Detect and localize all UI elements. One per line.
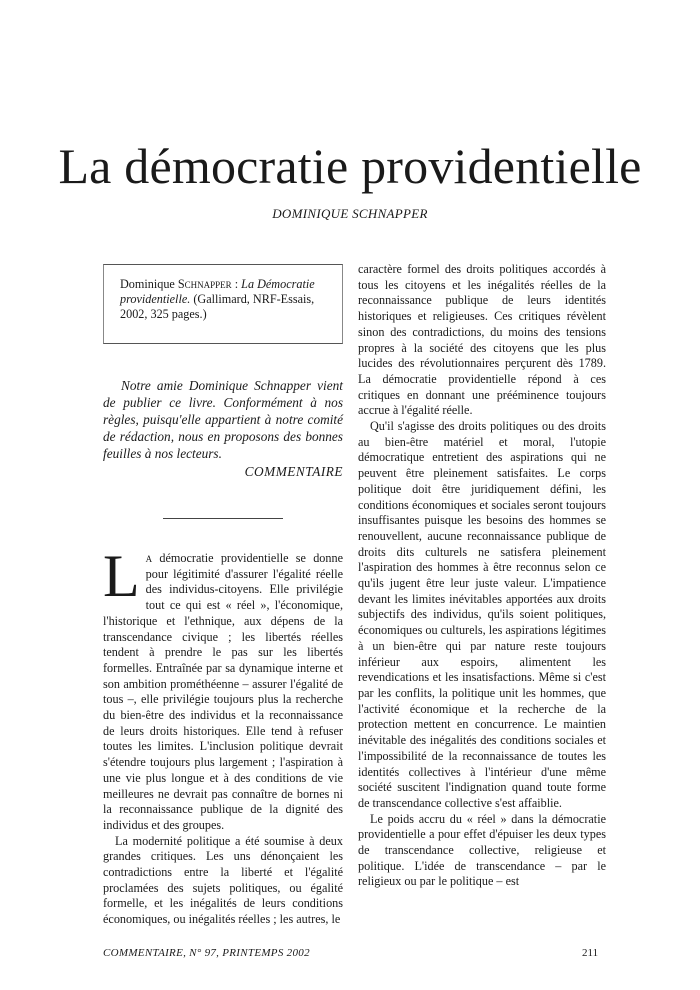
article-body-left: [103, 543, 343, 928]
reference-separator: :: [231, 277, 242, 291]
reference-author-first: Dominique: [120, 277, 178, 291]
lead-smallcaps: a: [145, 551, 153, 565]
right-column: [358, 262, 606, 890]
article-body-right: [358, 262, 606, 890]
left-column: [103, 262, 343, 928]
page-number: 211: [582, 947, 599, 959]
editorial-signature: COMMENTAIRE: [244, 464, 343, 479]
reference-details: (Gallimard, NRF-Essais, 2002, 325 pages.): [120, 292, 315, 321]
article-title: La démocratie providentielle: [58, 138, 642, 194]
editorial-note: Notre amie Dominique Schnapper vient de publier ce livre. Conformément à nos règles, puisqu'elle appartient à notre comité de rédaction, nous en proposons des bonnes feuilles à nos lecteurs.: [103, 378, 343, 461]
article-paragraph: La modernité politique a été soumise à deux grandes critiques. Les uns dénonçaient les contradictions entre la liberté et l'égalité proclamées des sujets politiques, ou égalité formelle, et les inégalités de leurs conditions économiques, ou inégalités réelles ; les autres, le: [103, 833, 343, 927]
paragraph-1-text: démocratie providentielle se donne pour légitimité d'assurer l'égalité réelle des individus-citoyens. Elle privilégie tout ce qui est « réel », l'économique, l'historique et l'ethnique, aux dépens de la transcendance civique ; les libertés réelles tendent à prendre le pas sur les libertés formelles. Entraînée par sa dynamique interne et son ambition prométhéenne – assurer l'égalité de tous –, elle privilégie toujours plus la recherche du bien-être des individus et la reconnaissance de leurs droits historiques. Elle tend à refuser toutes les limites. L'inclusion politique devrait s'étendre toujours plus largement ; l'aspiration à une vie plus longue et à des conditions de vie meilleures ne devrait pas connaître de bornes ni la reconnaissance publique de la dignité des individus et des groupes.: [103, 551, 343, 832]
article-paragraph: [103, 543, 343, 834]
article-paragraph-continued: caractère formel des droits politiques accordés à tous les citoyens et les inégalités réelles de la reconnaissance publique de leurs identités historiques et religieuses. Ces critiques révèlent sinon des contradictions, du moins des tensions propres à la société des citoyens que les plus lucides des révolutionnaires perçurent dès 1789. La démocratie providentielle répond à ces critiques en donnant une prééminence toujours accrue à l'égalité réelle.: [358, 262, 606, 418]
reference-book-title: La Démocratie providentielle.: [120, 277, 315, 306]
footer-journal: COMMENTAIRE, N° 97, PRINTEMPS 2002: [103, 947, 310, 959]
article-paragraph: Le poids accru du « réel » dans la démocratie providentielle a pour effet d'épuiser les deux types de transcendance collective, religieuse et politique. L'idée de transcendance – par le religieux ou par le politique – est: [358, 811, 606, 889]
reference-author-last: Schnapper: [177, 277, 232, 291]
article-author: DOMINIQUE SCHNAPPER: [272, 206, 428, 221]
book-reference-box: [103, 264, 343, 344]
article-paragraph: Qu'il s'agisse des droits politiques ou des droits au bien-être matériel et moral, l'utopie démocratique entretient des aspirations qui ne peuvent être pleinement satisfaites. Le corps politique doit être juridiquement défini, les conditions économiques et sociales seront toujours insuffisantes puisque les besoins des hommes se renouvellent, aucune reconnaissance publique de droits dits culturels ne satisfera pleinement l'aspiration des hommes à être reconnus selon ce qu'ils jugent être leur juste valeur. L'impatience devant les limites inévitables apportées aux droits subjectifs des individus, qu'ils soient politiques, économiques ou culturels, les aspirations légitimes à un bien-être qui par nature reste toujours inférieur aux espoirs, alimentent les revendications et les insatisfactions. Même si c'est par les conflits, la politique unit les hommes, que l'activité économique et la recherche de la protection mettent en concurrence. Le maintien inévitable des inégalités des conditions sociales et l'impossibilité de la reconnaissance de toutes les identités collectives à l'intérieur d'une même société suscitent l'indignation quand toute forme de transcendance collective s'est affaiblie.: [358, 419, 606, 810]
drop-cap: L: [103, 543, 140, 609]
section-divider: [163, 518, 283, 519]
